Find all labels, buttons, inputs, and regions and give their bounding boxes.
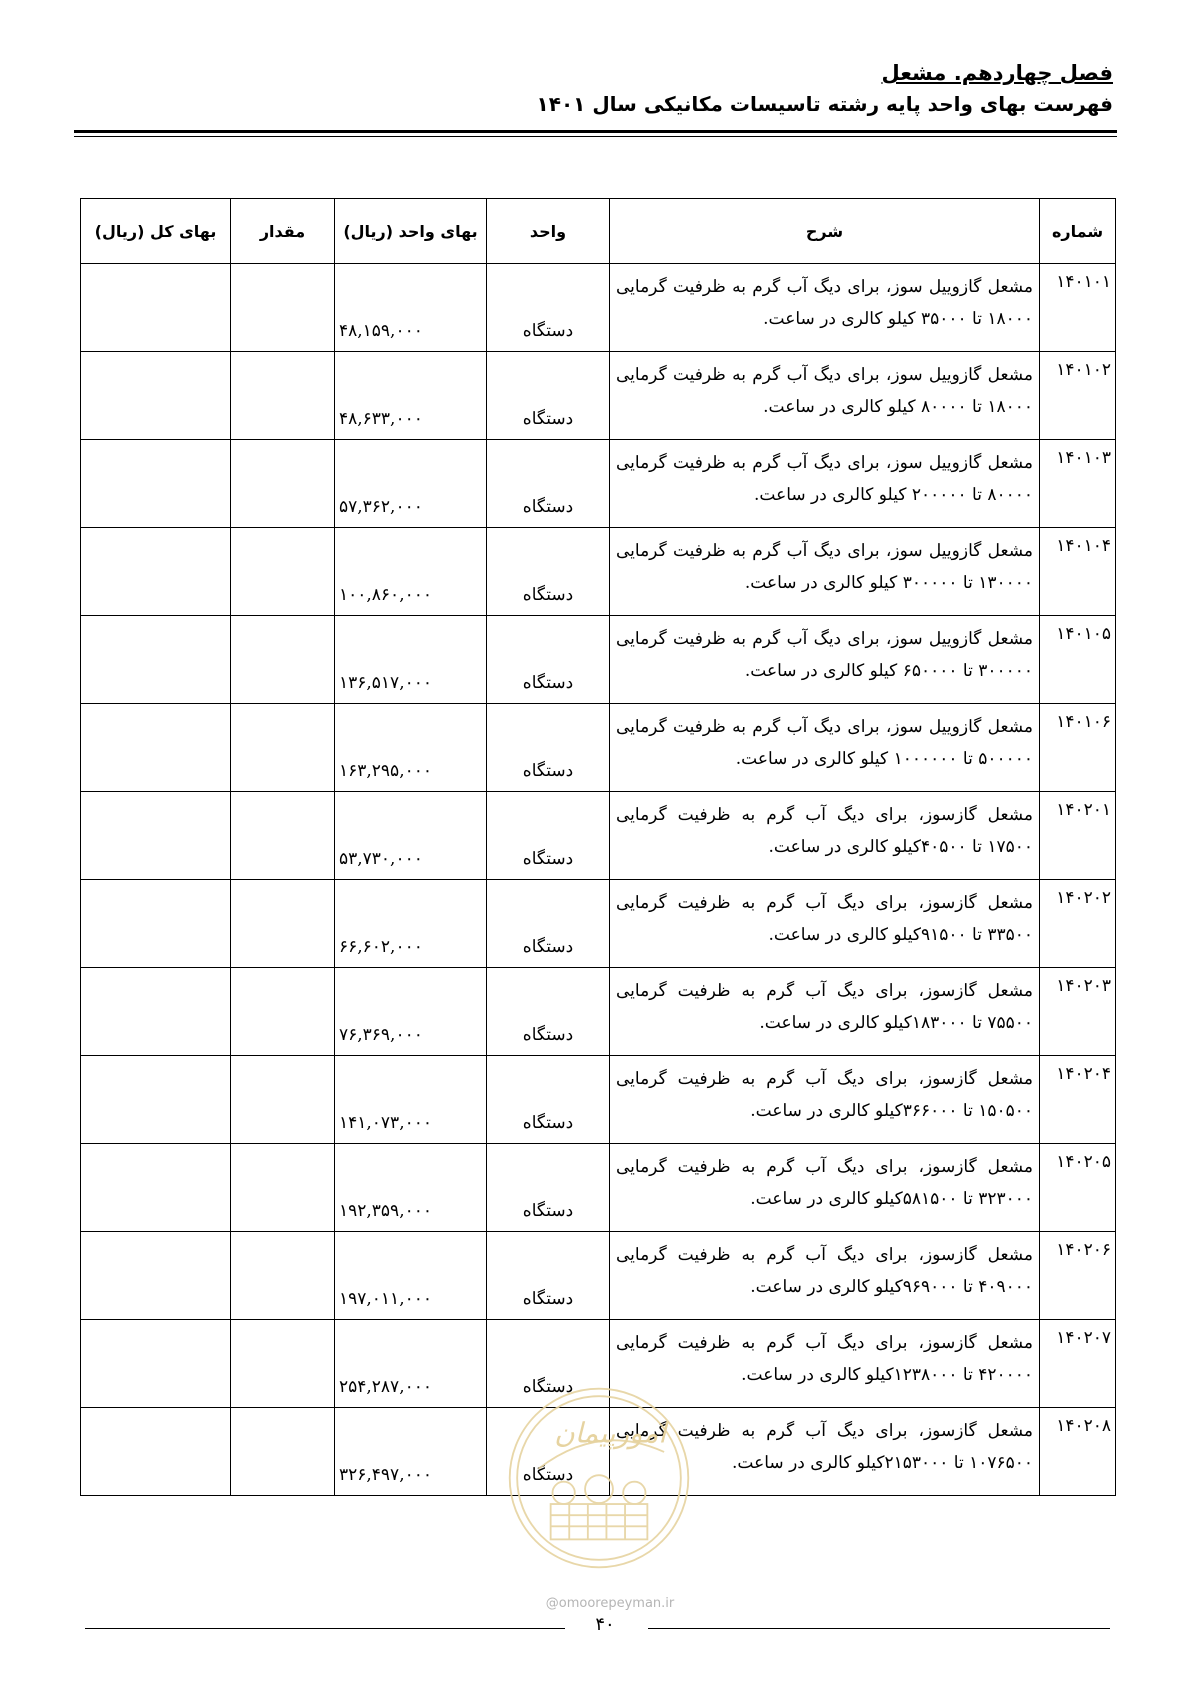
item-quantity bbox=[231, 1056, 335, 1144]
item-unit-price: ۴۸,۶۳۳,۰۰۰ bbox=[335, 352, 487, 440]
item-unit: دستگاه bbox=[487, 704, 610, 792]
table-row bbox=[81, 440, 1116, 528]
item-unit: دستگاه bbox=[487, 528, 610, 616]
item-unit-price: ۷۶,۳۶۹,۰۰۰ bbox=[335, 968, 487, 1056]
item-description: مشعل گازسوز، برای دیگ آب گرم به ظرفیت گرمایی ۱۵۰۵۰۰ تا ۳۶۶۰۰۰کیلو کالری در ساعت. bbox=[610, 1056, 1040, 1144]
item-total-price bbox=[81, 264, 231, 352]
item-total-price bbox=[81, 1144, 231, 1232]
page-header bbox=[78, 58, 1113, 120]
item-unit-price: ۴۸,۱۵۹,۰۰۰ bbox=[335, 264, 487, 352]
watermark-logo bbox=[506, 1385, 692, 1571]
table-row bbox=[81, 880, 1116, 968]
footer-rule-left bbox=[85, 1628, 565, 1629]
item-unit: دستگاه bbox=[487, 264, 610, 352]
item-description: مشعل گازسوز، برای دیگ آب گرم به ظرفیت گرمایی ۳۳۵۰۰ تا ۹۱۵۰۰کیلو کالری در ساعت. bbox=[610, 880, 1040, 968]
item-unit: دستگاه bbox=[487, 1408, 610, 1496]
item-number: ۱۴۰۲۰۴ bbox=[1040, 1056, 1116, 1144]
item-unit-price: ۲۵۴,۲۸۷,۰۰۰ bbox=[335, 1320, 487, 1408]
item-number: ۱۴۰۱۰۳ bbox=[1040, 440, 1116, 528]
item-number: ۱۴۰۱۰۱ bbox=[1040, 264, 1116, 352]
item-quantity bbox=[231, 352, 335, 440]
item-description: مشعل گازوییل سوز، برای دیگ آب گرم به ظرفیت گرمایی ۱۳۰۰۰۰ تا ۳۰۰۰۰۰ کیلو کالری در ساعت. bbox=[610, 528, 1040, 616]
item-number: ۱۴۰۱۰۶ bbox=[1040, 704, 1116, 792]
table-body bbox=[81, 264, 1116, 1496]
item-unit: دستگاه bbox=[487, 1144, 610, 1232]
item-number: ۱۴۰۱۰۴ bbox=[1040, 528, 1116, 616]
item-description: مشعل گازسوز، برای دیگ آب گرم به ظرفیت گرمایی ۴۰۹۰۰۰ تا ۹۶۹۰۰۰کیلو کالری در ساعت. bbox=[610, 1232, 1040, 1320]
table-row bbox=[81, 1144, 1116, 1232]
header-number: شماره bbox=[1040, 199, 1116, 264]
item-unit-price: ۶۶,۶۰۲,۰۰۰ bbox=[335, 880, 487, 968]
item-description: مشعل گازوییل سوز، برای دیگ آب گرم به ظرفیت گرمایی ۱۸۰۰۰ تا ۸۰۰۰۰ کیلو کالری در ساعت. bbox=[610, 352, 1040, 440]
table-row bbox=[81, 352, 1116, 440]
item-total-price bbox=[81, 616, 231, 704]
item-description: مشعل گازسوز، برای دیگ آب گرم به ظرفیت گرمایی ۴۲۰۰۰۰ تا ۱۲۳۸۰۰۰کیلو کالری در ساعت. bbox=[610, 1320, 1040, 1408]
item-description: مشعل گازوییل سوز، برای دیگ آب گرم به ظرفیت گرمایی ۸۰۰۰۰ تا ۲۰۰۰۰۰ کیلو کالری در ساعت. bbox=[610, 440, 1040, 528]
chapter-title: فصل چهاردهم. مشعل bbox=[881, 61, 1113, 85]
item-unit: دستگاه bbox=[487, 1056, 610, 1144]
table-row bbox=[81, 528, 1116, 616]
item-total-price bbox=[81, 880, 231, 968]
item-total-price bbox=[81, 528, 231, 616]
item-number: ۱۴۰۱۰۲ bbox=[1040, 352, 1116, 440]
item-total-price bbox=[81, 440, 231, 528]
header-total-price: بهای کل (ریال) bbox=[81, 199, 231, 264]
item-unit-price: ۵۷,۳۶۲,۰۰۰ bbox=[335, 440, 487, 528]
item-quantity bbox=[231, 528, 335, 616]
page-number: ۴۰ bbox=[595, 1614, 615, 1635]
item-unit: دستگاه bbox=[487, 616, 610, 704]
item-number: ۱۴۰۲۰۸ bbox=[1040, 1408, 1116, 1496]
item-description: مشعل گازوییل سوز، برای دیگ آب گرم به ظرفیت گرمایی ۵۰۰۰۰۰ تا ۱۰۰۰۰۰۰ کیلو کالری در ساعت. bbox=[610, 704, 1040, 792]
item-quantity bbox=[231, 1320, 335, 1408]
item-number: ۱۴۰۲۰۵ bbox=[1040, 1144, 1116, 1232]
item-number: ۱۴۰۲۰۶ bbox=[1040, 1232, 1116, 1320]
item-unit: دستگاه bbox=[487, 880, 610, 968]
table-row bbox=[81, 1056, 1116, 1144]
item-unit-price: ۱۹۷,۰۱۱,۰۰۰ bbox=[335, 1232, 487, 1320]
item-quantity bbox=[231, 1232, 335, 1320]
item-quantity bbox=[231, 1144, 335, 1232]
item-number: ۱۴۰۲۰۷ bbox=[1040, 1320, 1116, 1408]
item-unit-price: ۱۶۳,۲۹۵,۰۰۰ bbox=[335, 704, 487, 792]
item-quantity bbox=[231, 616, 335, 704]
item-unit-price: ۱۰۰,۸۶۰,۰۰۰ bbox=[335, 528, 487, 616]
item-quantity bbox=[231, 968, 335, 1056]
item-total-price bbox=[81, 704, 231, 792]
item-number: ۱۴۰۱۰۵ bbox=[1040, 616, 1116, 704]
header-description: شرح bbox=[610, 199, 1040, 264]
item-unit-price: ۱۹۲,۳۵۹,۰۰۰ bbox=[335, 1144, 487, 1232]
item-unit: دستگاه bbox=[487, 792, 610, 880]
header-unit-price: بهای واحد (ریال) bbox=[335, 199, 487, 264]
item-total-price bbox=[81, 1320, 231, 1408]
item-unit: دستگاه bbox=[487, 352, 610, 440]
item-total-price bbox=[81, 352, 231, 440]
item-number: ۱۴۰۲۰۲ bbox=[1040, 880, 1116, 968]
item-unit-price: ۱۳۶,۵۱۷,۰۰۰ bbox=[335, 616, 487, 704]
table-row bbox=[81, 968, 1116, 1056]
item-description: مشعل گازسوز، برای دیگ آب گرم به ظرفیت گرمایی ۳۲۳۰۰۰ تا ۵۸۱۵۰۰کیلو کالری در ساعت. bbox=[610, 1144, 1040, 1232]
item-description: مشعل گازوییل سوز، برای دیگ آب گرم به ظرفیت گرمایی ۳۰۰۰۰۰ تا ۶۵۰۰۰۰ کیلو کالری در ساعت. bbox=[610, 616, 1040, 704]
svg-text:امورپیمان: امورپیمان bbox=[554, 1416, 667, 1450]
header-rule-thin bbox=[74, 136, 1117, 137]
item-quantity bbox=[231, 264, 335, 352]
item-unit: دستگاه bbox=[487, 968, 610, 1056]
item-quantity bbox=[231, 792, 335, 880]
item-description: مشعل گازسوز، برای دیگ آب گرم به ظرفیت گرمایی ۷۵۵۰۰ تا ۱۸۳۰۰۰کیلو کالری در ساعت. bbox=[610, 968, 1040, 1056]
item-total-price bbox=[81, 1056, 231, 1144]
item-total-price bbox=[81, 1232, 231, 1320]
item-unit-price: ۳۲۶,۴۹۷,۰۰۰ bbox=[335, 1408, 487, 1496]
item-number: ۱۴۰۲۰۱ bbox=[1040, 792, 1116, 880]
item-description: مشعل گازسوز، برای دیگ آب گرم به ظرفیت گرمایی ۱۰۷۶۵۰۰ تا ۲۱۵۳۰۰۰کیلو کالری در ساعت. bbox=[610, 1408, 1040, 1496]
item-unit: دستگاه bbox=[487, 1320, 610, 1408]
item-total-price bbox=[81, 1408, 231, 1496]
table-header-row bbox=[81, 199, 1116, 264]
item-total-price bbox=[81, 792, 231, 880]
header-unit: واحد bbox=[487, 199, 610, 264]
footer-rule-right bbox=[648, 1628, 1110, 1629]
table-row bbox=[81, 616, 1116, 704]
watermark-site: @omoorepeyman.ir bbox=[545, 1596, 675, 1611]
price-table bbox=[80, 198, 1116, 1496]
item-quantity bbox=[231, 880, 335, 968]
item-quantity bbox=[231, 1408, 335, 1496]
header-quantity: مقدار bbox=[231, 199, 335, 264]
item-total-price bbox=[81, 968, 231, 1056]
item-quantity bbox=[231, 440, 335, 528]
table-row bbox=[81, 1232, 1116, 1320]
table-row bbox=[81, 264, 1116, 352]
item-number: ۱۴۰۲۰۳ bbox=[1040, 968, 1116, 1056]
item-unit: دستگاه bbox=[487, 440, 610, 528]
item-description: مشعل گازوییل سوز، برای دیگ آب گرم به ظرفیت گرمایی ۱۸۰۰۰ تا ۳۵۰۰۰ کیلو کالری در ساعت. bbox=[610, 264, 1040, 352]
item-unit-price: ۱۴۱,۰۷۳,۰۰۰ bbox=[335, 1056, 487, 1144]
item-description: مشعل گازسوز، برای دیگ آب گرم به ظرفیت گرمایی ۱۷۵۰۰ تا ۴۰۵۰۰کیلو کالری در ساعت. bbox=[610, 792, 1040, 880]
item-unit-price: ۵۳,۷۳۰,۰۰۰ bbox=[335, 792, 487, 880]
item-quantity bbox=[231, 704, 335, 792]
table-row bbox=[81, 704, 1116, 792]
header-rule-thick bbox=[74, 130, 1117, 133]
item-unit: دستگاه bbox=[487, 1232, 610, 1320]
document-subtitle: فهرست بهای واحد پایه رشته تاسیسات مکانیکی سال ۱۴۰۱ bbox=[536, 92, 1113, 116]
table-row bbox=[81, 792, 1116, 880]
